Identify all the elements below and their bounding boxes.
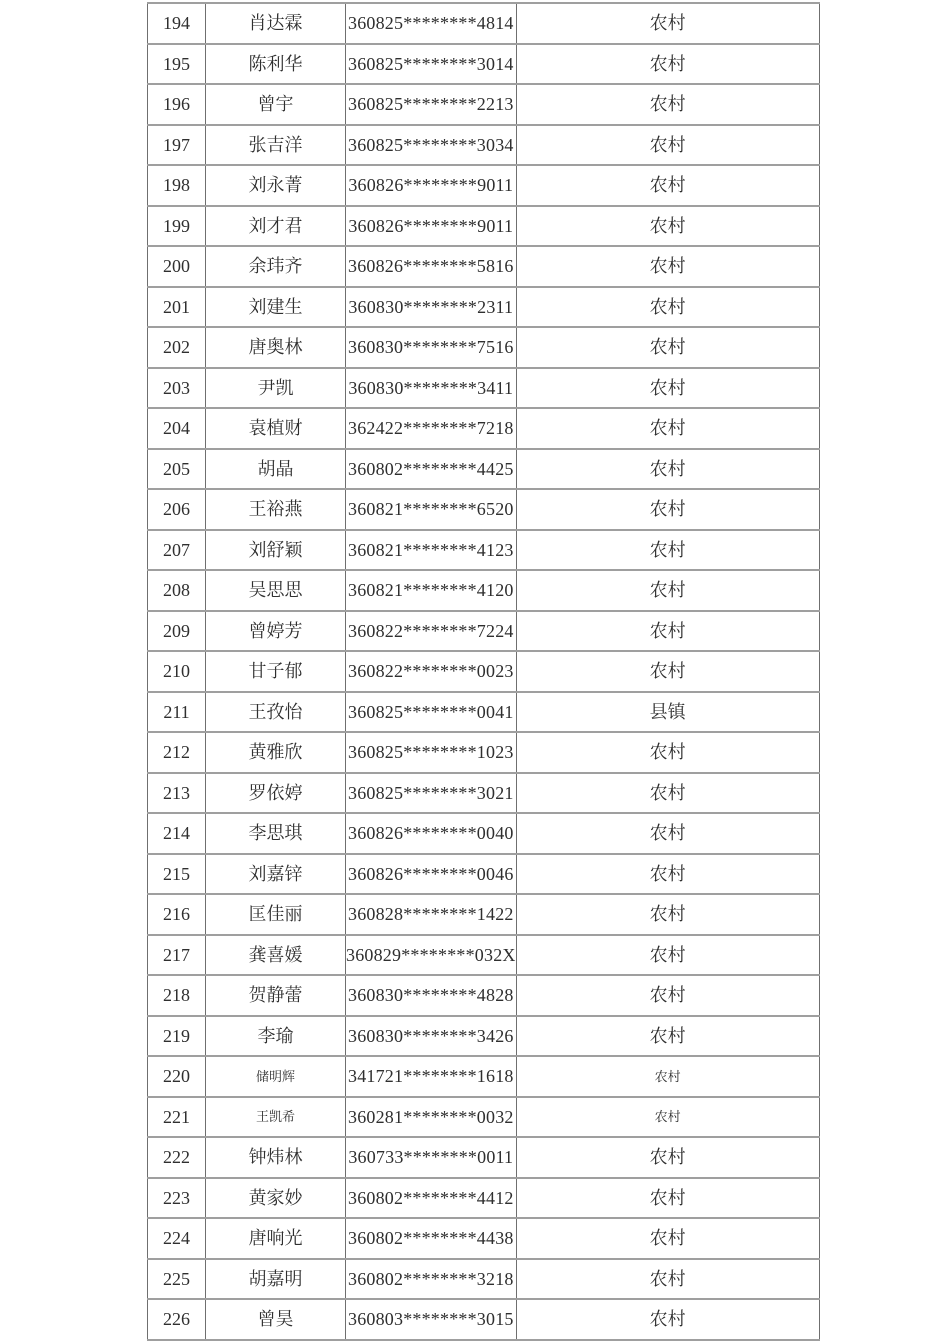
name-cell: 黄雅欣 bbox=[206, 732, 346, 773]
row-number-cell: 216 bbox=[148, 894, 206, 935]
table-row bbox=[148, 449, 820, 490]
row-number-cell: 214 bbox=[148, 813, 206, 854]
id-number-cell: 360828********1422 bbox=[346, 894, 517, 935]
id-number-cell: 360825********2213 bbox=[346, 84, 517, 125]
table-row bbox=[148, 530, 820, 571]
row-number-cell: 219 bbox=[148, 1016, 206, 1057]
row-number-cell: 205 bbox=[148, 449, 206, 490]
row-number-cell: 223 bbox=[148, 1178, 206, 1219]
residence-cell: 农村 bbox=[516, 368, 819, 409]
id-number-cell: 360830********4828 bbox=[346, 975, 517, 1016]
row-number-cell: 213 bbox=[148, 773, 206, 814]
row-number-cell: 198 bbox=[148, 165, 206, 206]
id-number-cell: 360830********3426 bbox=[346, 1016, 517, 1057]
name-cell: 唐响光 bbox=[206, 1218, 346, 1259]
name-cell: 曾昊 bbox=[206, 1299, 346, 1340]
residence-cell: 农村 bbox=[516, 732, 819, 773]
id-number-cell: 360830********3411 bbox=[346, 368, 517, 409]
name-cell: 胡晶 bbox=[206, 449, 346, 490]
row-number-cell: 215 bbox=[148, 854, 206, 895]
residence-cell: 农村 bbox=[516, 287, 819, 328]
id-number-cell: 360822********7224 bbox=[346, 611, 517, 652]
id-number-cell: 360825********3034 bbox=[346, 125, 517, 166]
id-number-cell: 360826********5816 bbox=[346, 246, 517, 287]
table-body bbox=[148, 3, 820, 1340]
table-row bbox=[148, 368, 820, 409]
residence-cell: 农村 bbox=[516, 327, 819, 368]
residence-cell: 农村 bbox=[516, 813, 819, 854]
id-number-cell: 360802********4412 bbox=[346, 1178, 517, 1219]
id-number-cell: 360825********3021 bbox=[346, 773, 517, 814]
table-row bbox=[148, 1016, 820, 1057]
table-row bbox=[148, 3, 820, 44]
residence-cell: 农村 bbox=[516, 1016, 819, 1057]
row-number-cell: 201 bbox=[148, 287, 206, 328]
name-cell: 刘才君 bbox=[206, 206, 346, 247]
name-cell: 钟炜林 bbox=[206, 1137, 346, 1178]
row-number-cell: 206 bbox=[148, 489, 206, 530]
row-number-cell: 226 bbox=[148, 1299, 206, 1340]
name-cell: 王孜怡 bbox=[206, 692, 346, 733]
table-row bbox=[148, 813, 820, 854]
name-cell: 胡嘉明 bbox=[206, 1259, 346, 1300]
row-number-cell: 197 bbox=[148, 125, 206, 166]
row-number-cell: 220 bbox=[148, 1056, 206, 1097]
name-cell: 吴思思 bbox=[206, 570, 346, 611]
residence-cell: 县镇 bbox=[516, 692, 819, 733]
row-number-cell: 212 bbox=[148, 732, 206, 773]
row-number-cell: 195 bbox=[148, 44, 206, 85]
name-cell: 贺静蕾 bbox=[206, 975, 346, 1016]
id-number-cell: 360825********3014 bbox=[346, 44, 517, 85]
row-number-cell: 221 bbox=[148, 1097, 206, 1138]
row-number-cell: 199 bbox=[148, 206, 206, 247]
name-cell: 刘舒颖 bbox=[206, 530, 346, 571]
table-row bbox=[148, 327, 820, 368]
table-row bbox=[148, 1137, 820, 1178]
residence-cell: 农村 bbox=[516, 1097, 819, 1138]
row-number-cell: 222 bbox=[148, 1137, 206, 1178]
id-number-cell: 360281********0032 bbox=[346, 1097, 517, 1138]
roster-table-container bbox=[147, 2, 820, 1341]
name-cell: 储明辉 bbox=[206, 1056, 346, 1097]
id-number-cell: 360821********4120 bbox=[346, 570, 517, 611]
name-cell: 王凯希 bbox=[206, 1097, 346, 1138]
id-number-cell: 360733********0011 bbox=[346, 1137, 517, 1178]
residence-cell: 农村 bbox=[516, 408, 819, 449]
table-row bbox=[148, 408, 820, 449]
id-number-cell: 360826********9011 bbox=[346, 206, 517, 247]
id-number-cell: 360803********3015 bbox=[346, 1299, 517, 1340]
name-cell: 唐奥林 bbox=[206, 327, 346, 368]
name-cell: 刘嘉锌 bbox=[206, 854, 346, 895]
name-cell: 张吉洋 bbox=[206, 125, 346, 166]
name-cell: 匡佳丽 bbox=[206, 894, 346, 935]
name-cell: 刘建生 bbox=[206, 287, 346, 328]
name-cell: 尹凯 bbox=[206, 368, 346, 409]
row-number-cell: 200 bbox=[148, 246, 206, 287]
row-number-cell: 202 bbox=[148, 327, 206, 368]
row-number-cell: 196 bbox=[148, 84, 206, 125]
id-number-cell: 362422********7218 bbox=[346, 408, 517, 449]
name-cell: 曾宇 bbox=[206, 84, 346, 125]
residence-cell: 农村 bbox=[516, 125, 819, 166]
table-row bbox=[148, 1097, 820, 1138]
table-row bbox=[148, 854, 820, 895]
id-number-cell: 360802********4438 bbox=[346, 1218, 517, 1259]
row-number-cell: 224 bbox=[148, 1218, 206, 1259]
name-cell: 龚喜媛 bbox=[206, 935, 346, 976]
row-number-cell: 210 bbox=[148, 651, 206, 692]
residence-cell: 农村 bbox=[516, 1137, 819, 1178]
student-roster-table bbox=[147, 2, 820, 1341]
name-cell: 曾婷芳 bbox=[206, 611, 346, 652]
table-row bbox=[148, 84, 820, 125]
row-number-cell: 194 bbox=[148, 3, 206, 44]
name-cell: 刘永菁 bbox=[206, 165, 346, 206]
name-cell: 余玮齐 bbox=[206, 246, 346, 287]
row-number-cell: 203 bbox=[148, 368, 206, 409]
name-cell: 王裕燕 bbox=[206, 489, 346, 530]
residence-cell: 农村 bbox=[516, 1299, 819, 1340]
id-number-cell: 360826********0046 bbox=[346, 854, 517, 895]
id-number-cell: 360826********0040 bbox=[346, 813, 517, 854]
name-cell: 甘子郁 bbox=[206, 651, 346, 692]
id-number-cell: 360829********032X bbox=[346, 935, 517, 976]
table-row bbox=[148, 692, 820, 733]
row-number-cell: 217 bbox=[148, 935, 206, 976]
residence-cell: 农村 bbox=[516, 651, 819, 692]
residence-cell: 农村 bbox=[516, 1218, 819, 1259]
row-number-cell: 208 bbox=[148, 570, 206, 611]
table-row bbox=[148, 1299, 820, 1340]
name-cell: 陈利华 bbox=[206, 44, 346, 85]
table-row bbox=[148, 1178, 820, 1219]
table-row bbox=[148, 489, 820, 530]
residence-cell: 农村 bbox=[516, 44, 819, 85]
residence-cell: 农村 bbox=[516, 1178, 819, 1219]
row-number-cell: 211 bbox=[148, 692, 206, 733]
residence-cell: 农村 bbox=[516, 570, 819, 611]
residence-cell: 农村 bbox=[516, 935, 819, 976]
residence-cell: 农村 bbox=[516, 206, 819, 247]
table-row bbox=[148, 44, 820, 85]
id-number-cell: 341721********1618 bbox=[346, 1056, 517, 1097]
table-row bbox=[148, 1259, 820, 1300]
id-number-cell: 360825********0041 bbox=[346, 692, 517, 733]
residence-cell: 农村 bbox=[516, 246, 819, 287]
id-number-cell: 360821********4123 bbox=[346, 530, 517, 571]
table-row bbox=[148, 125, 820, 166]
table-row bbox=[148, 651, 820, 692]
table-row bbox=[148, 287, 820, 328]
table-row bbox=[148, 611, 820, 652]
row-number-cell: 204 bbox=[148, 408, 206, 449]
table-row bbox=[148, 570, 820, 611]
residence-cell: 农村 bbox=[516, 530, 819, 571]
id-number-cell: 360802********4425 bbox=[346, 449, 517, 490]
row-number-cell: 209 bbox=[148, 611, 206, 652]
id-number-cell: 360830********2311 bbox=[346, 287, 517, 328]
residence-cell: 农村 bbox=[516, 894, 819, 935]
table-row bbox=[148, 773, 820, 814]
residence-cell: 农村 bbox=[516, 1056, 819, 1097]
table-row bbox=[148, 1218, 820, 1259]
row-number-cell: 225 bbox=[148, 1259, 206, 1300]
id-number-cell: 360826********9011 bbox=[346, 165, 517, 206]
id-number-cell: 360825********4814 bbox=[346, 3, 517, 44]
row-number-cell: 207 bbox=[148, 530, 206, 571]
name-cell: 李思琪 bbox=[206, 813, 346, 854]
table-row bbox=[148, 1056, 820, 1097]
id-number-cell: 360830********7516 bbox=[346, 327, 517, 368]
id-number-cell: 360822********0023 bbox=[346, 651, 517, 692]
name-cell: 肖达霖 bbox=[206, 3, 346, 44]
residence-cell: 农村 bbox=[516, 854, 819, 895]
table-row bbox=[148, 975, 820, 1016]
residence-cell: 农村 bbox=[516, 611, 819, 652]
residence-cell: 农村 bbox=[516, 84, 819, 125]
name-cell: 袁植财 bbox=[206, 408, 346, 449]
id-number-cell: 360802********3218 bbox=[346, 1259, 517, 1300]
table-row bbox=[148, 935, 820, 976]
row-number-cell: 218 bbox=[148, 975, 206, 1016]
table-row bbox=[148, 732, 820, 773]
table-row bbox=[148, 165, 820, 206]
name-cell: 黄家妙 bbox=[206, 1178, 346, 1219]
id-number-cell: 360825********1023 bbox=[346, 732, 517, 773]
name-cell: 罗依婷 bbox=[206, 773, 346, 814]
id-number-cell: 360821********6520 bbox=[346, 489, 517, 530]
table-row bbox=[148, 246, 820, 287]
residence-cell: 农村 bbox=[516, 975, 819, 1016]
residence-cell: 农村 bbox=[516, 449, 819, 490]
residence-cell: 农村 bbox=[516, 1259, 819, 1300]
name-cell: 李瑜 bbox=[206, 1016, 346, 1057]
residence-cell: 农村 bbox=[516, 165, 819, 206]
residence-cell: 农村 bbox=[516, 489, 819, 530]
residence-cell: 农村 bbox=[516, 3, 819, 44]
table-row bbox=[148, 894, 820, 935]
table-row bbox=[148, 206, 820, 247]
residence-cell: 农村 bbox=[516, 773, 819, 814]
